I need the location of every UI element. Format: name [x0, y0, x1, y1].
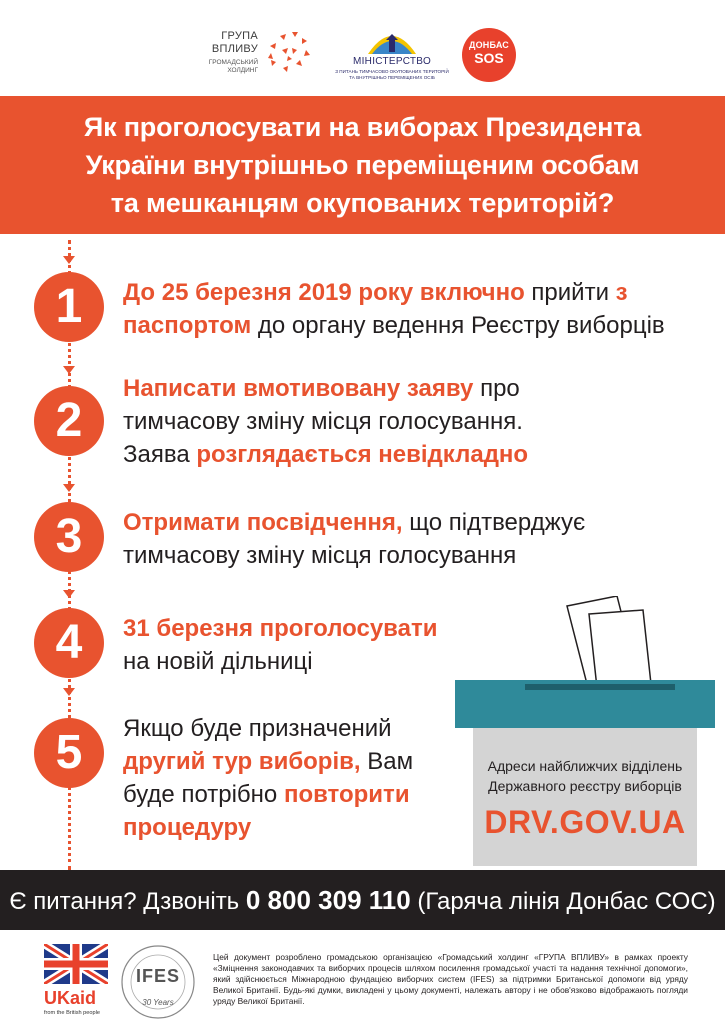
title-line1: Як проголосувати на виборах Президента	[83, 112, 642, 142]
hv-sub2: ХОЛДИНГ	[227, 67, 258, 74]
ballot-box-slot	[525, 684, 675, 690]
ifes-word: IFES	[135, 966, 180, 986]
sos-bottom: SOS	[474, 50, 504, 66]
ministry-sub1: З ПИТАНЬ ТИМЧАСОВО ОКУПОВАНИХ ТЕРИТОРІЙ	[335, 69, 449, 74]
sos-top: ДОНБАС	[468, 40, 509, 50]
ukaid-subtitle: from the British people	[44, 1010, 100, 1016]
arrow-down-icon	[63, 688, 75, 696]
arrow-down-icon	[63, 484, 75, 492]
partner-logos	[0, 18, 725, 88]
ukaid-word: UKaid	[44, 988, 97, 1008]
title-banner	[0, 96, 725, 234]
disclaimer-text: Цей документ розроблено громадською організацією «Громадський холдинг «ГРУПА ВПЛИВУ» в рамках проекту «Зміцнення законодавчих та виборчих процесів шляхом посилення громадської участі та надання технічної допомоги», який здійснюється Міжнародною фундацією виборчих систем (IFES) за підтримки Британської допомоги від уряду Великої Британії. Будь-які думки, викладені у цьому документі, належать автору і не обов'язково відображають погляди уряду Великої Британії.	[213, 952, 688, 1006]
hv-line2: ВПЛИВУ	[211, 43, 258, 55]
registry-address-line2: Державного реєстру виборців	[488, 778, 682, 794]
registry-address-line1: Адреси найближчих відділень	[487, 758, 683, 774]
step-1-text: До 25 березня 2019 року включно прийти з паспортом до органу ведення Реєстру виборців	[123, 279, 665, 339]
donbas-sos-logo	[462, 28, 516, 82]
hotline-suffix: (Гаряча лінія Донбас СОС)	[410, 888, 716, 915]
registry-website: DRV.GOV.UA	[484, 804, 686, 840]
footer	[0, 936, 725, 1024]
hotline-number: 0 800 309 110	[245, 885, 411, 915]
arrow-down-icon	[63, 366, 75, 374]
step-1-number: 1	[34, 272, 104, 342]
ifes-years: 30 Years	[142, 998, 174, 1007]
ukaid-logo	[44, 944, 114, 1016]
ballot-box	[455, 600, 725, 870]
uk-flag-icon	[44, 944, 108, 984]
step-4-text: 31 березня проголосувати на новій дільниці	[123, 615, 438, 675]
ministry-title: МІНІСТЕРСТВО	[352, 56, 432, 67]
ballot-box-body	[473, 728, 697, 866]
hv-line1: ГРУПА	[221, 30, 258, 42]
arrow-down-icon	[63, 256, 75, 264]
step-3-text: Отримати посвідчення, що підтверджує тимчасову зміну місця голосування	[123, 509, 586, 569]
step-5-text: Якщо буде призначений другий тур виборів, Вам буде потрібно повторити процедуру	[123, 715, 414, 841]
title-line2: України внутрішньо переміщеним особам	[85, 150, 640, 180]
hv-sub1: ГРОМАДСЬКИЙ	[208, 59, 258, 66]
hotline-bar	[0, 870, 725, 930]
step-4-number: 4	[34, 608, 104, 678]
title-line3: та мешканцям окупованих територій?	[110, 188, 615, 218]
step-3-number: 3	[34, 502, 104, 572]
ministry-logo	[322, 26, 462, 86]
step-2-text: Написати вмотивовану заяву про тимчасову зміну місця голосування. Заява розглядається невідкладно	[123, 375, 529, 468]
ministry-sub2: ТА ВНУТРІШНЬО ПЕРЕМІЩЕНИХ ОСІБ	[349, 75, 435, 80]
hrupa-vplyvu-logo	[200, 26, 320, 82]
step-2-number: 2	[34, 386, 104, 456]
arrow-down-icon	[63, 590, 75, 598]
arrows-icon	[262, 26, 318, 82]
ifes-logo	[118, 942, 198, 1022]
hotline-prefix: Є питання? Дзвоніть	[9, 888, 246, 915]
ministry-emblem-icon	[362, 26, 422, 56]
step-5-number: 5	[34, 718, 104, 788]
